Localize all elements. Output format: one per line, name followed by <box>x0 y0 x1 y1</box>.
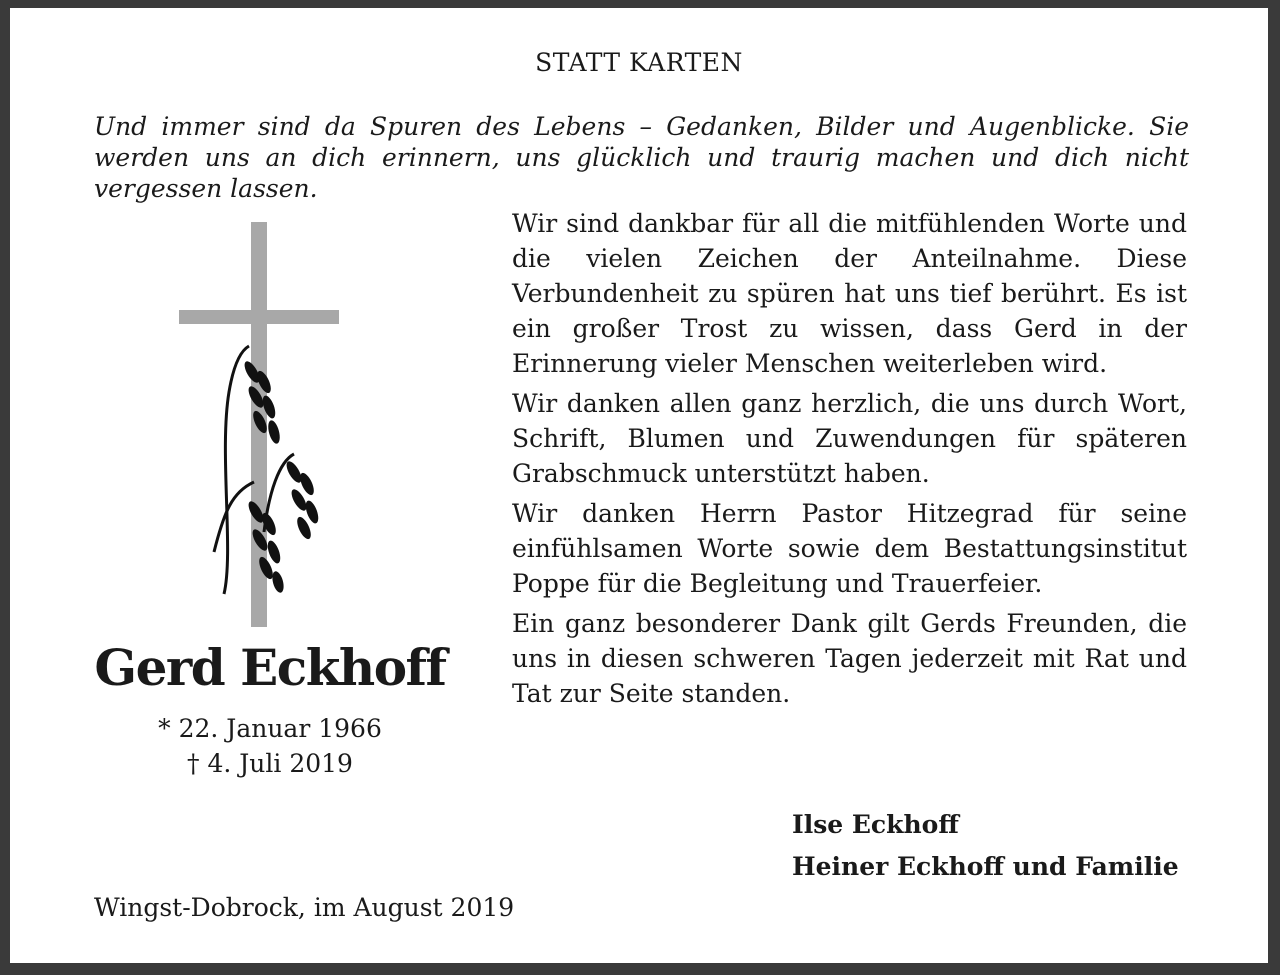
paragraph: Wir danken Herrn Pastor Hitzegrad für seine einfühlsamen Worte sowie dem Bestattungsinstitut Poppe für die Begleitung und Trauerfeier. <box>512 499 1187 598</box>
paragraph: Wir sind dankbar für all die mitfühlenden Worte und die vielen Zeichen der Anteilnahme. Diese Verbundenheit zu spüren hat uns tief berührt. Es ist ein großer Trost zu wissen, dass Gerd in der Erinnerung vieler Menschen weiterleben wird. <box>512 209 1187 378</box>
place-date: Wingst-Dobrock, im August 2019 <box>94 893 515 922</box>
header-title: STATT KARTEN <box>535 48 743 77</box>
signature: Heiner Eckhoff und Familie <box>792 852 1179 881</box>
signature: Ilse Eckhoff <box>792 810 959 839</box>
birth-date: * 22. Januar 1966 <box>158 714 382 743</box>
death-date: † 4. Juli 2019 <box>187 749 353 778</box>
paragraph: Ein ganz besonderer Dank gilt Gerds Freunden, die uns in diesen schweren Tagen jederzeit mit Rat und Tat zur Seite standen. <box>512 609 1187 708</box>
cross-with-wheat-icon <box>174 222 344 632</box>
life-dates <box>40 711 500 781</box>
thanks-text <box>512 206 1187 716</box>
obituary-card <box>10 8 1268 963</box>
deceased-name: Gerd Eckhoff <box>94 638 446 697</box>
signatures <box>792 808 1212 892</box>
paragraph: Wir danken allen ganz herzlich, die uns durch Wort, Schrift, Blumen und Zuwendungen für späteren Grabschmuck unterstützt haben. <box>512 389 1187 488</box>
motto-text: Und immer sind da Spuren des Lebens – Gedanken, Bilder und Augenblicke. Sie werden uns an dich erinnern, uns glücklich und traurig machen und dich nicht vergessen lassen. <box>94 112 1189 203</box>
